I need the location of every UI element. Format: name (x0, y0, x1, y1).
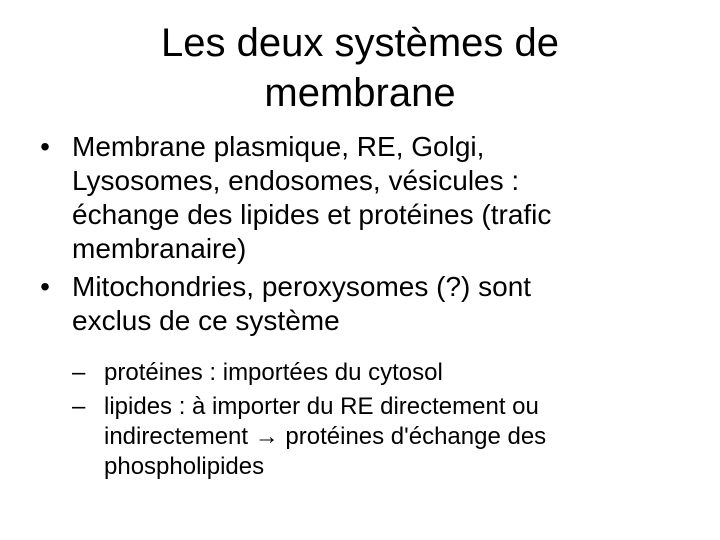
sub-bullet-item (30, 392, 710, 482)
sub-bullet-marker: – (72, 393, 86, 420)
sub-bullet-line: phospholipides (104, 453, 265, 480)
bullet-marker: • (40, 271, 50, 302)
sub-bullet-item (30, 358, 710, 388)
bullet-marker: • (40, 131, 50, 162)
bullet-line: exclus de ce système (72, 305, 340, 336)
slide-title (100, 18, 620, 118)
title-line-1: Les deux systèmes de (161, 21, 559, 65)
bullet-item (30, 130, 710, 266)
bullet-line: échange des lipides et protéines (trafic (72, 199, 552, 230)
bullet-line: Mitochondries, peroxysomes (?) sont (72, 271, 532, 302)
sub-bullet-line: lipides : à importer du RE directement ou (104, 393, 539, 420)
bullet-item (30, 270, 710, 338)
sub-bullet-marker: – (72, 359, 86, 386)
bullet-line: membranaire) (72, 233, 247, 264)
title-line-2: membrane (264, 71, 456, 115)
bullet-line: Lysosomes, endosomes, vésicules : (72, 165, 520, 196)
sub-bullet-line: indirectement → protéines d'échange des (104, 423, 547, 450)
sub-bullet-list (30, 358, 710, 482)
sub-bullet-line: protéines : importées du cytosol (104, 359, 443, 386)
bullet-line: Membrane plasmique, RE, Golgi, (72, 131, 485, 162)
bullet-list (30, 130, 710, 486)
